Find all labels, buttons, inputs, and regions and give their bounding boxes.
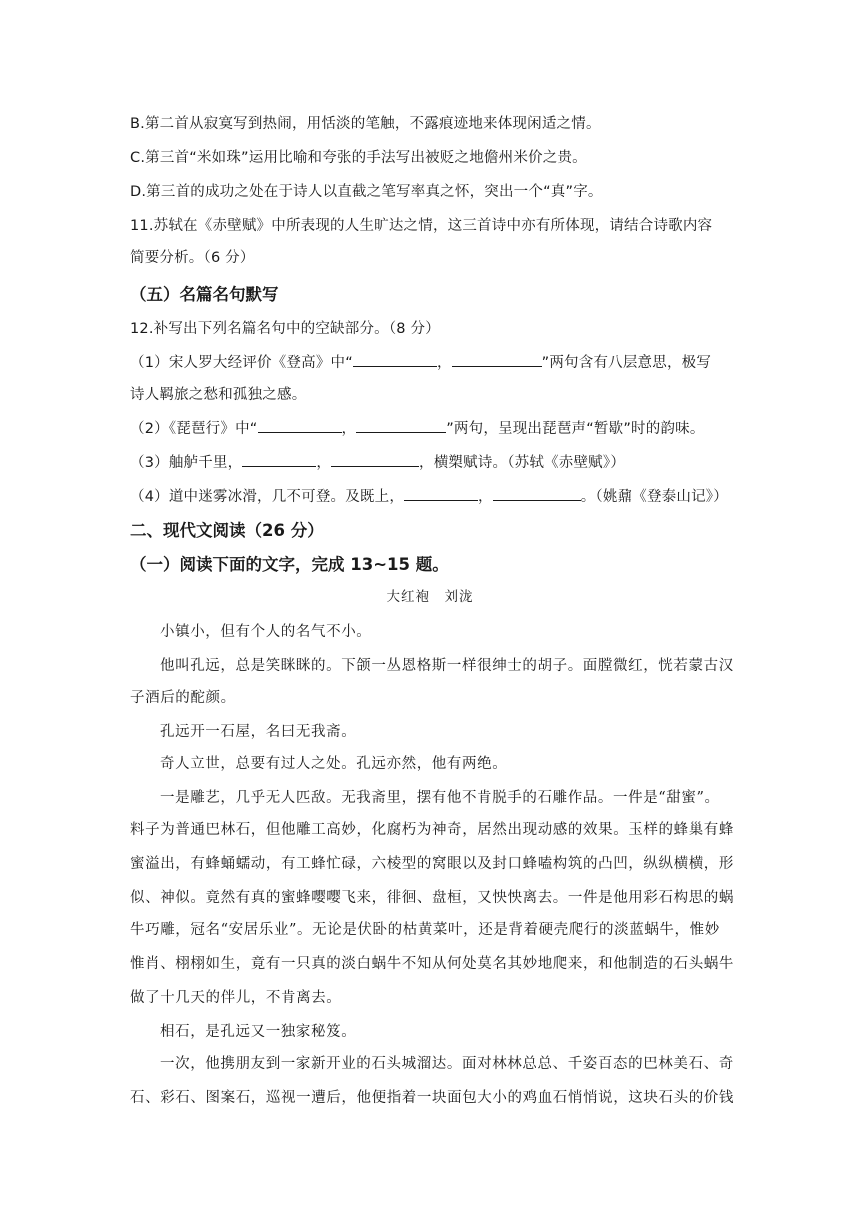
story-line: 石、彩石、图案石，巡视一遭后，他便指着一块面包大小的鸡血石悄悄说，这块石头的价钱: [130, 1090, 734, 1106]
answer-blank[interactable]: [493, 487, 581, 501]
option-d: D.第三首的成功之处在于诗人以直截之笔写率真之怀，突出一个“真”字。: [130, 184, 603, 200]
story-line: 牛巧雕，冠名“安居乐业”。无论是伏卧的枯黄菜叶，还是背着硬壳爬行的淡蓝蜗牛，惟妙: [130, 922, 720, 938]
story-line: 一次，他携朋友到一家新开业的石头城溜达。面对林林总总、千姿百态的巴林美石、奇: [160, 1056, 734, 1072]
section-heading-famous-quotes: （五）名篇名句默写: [130, 285, 279, 304]
item-1-separator: ，: [436, 355, 452, 371]
question-12-item-1: [130, 351, 711, 372]
question-12-item-3: [130, 451, 625, 472]
item-4-prefix: （4）道中迷雾冰滑，几不可登。及既上，: [130, 489, 405, 505]
story-line: 料子为普通巴林石，但他雕工高妙，化腐朽为神奇，居然出现动感的效果。玉样的蜂巢有蜂: [130, 822, 734, 838]
answer-blank[interactable]: [452, 353, 542, 367]
question-12-item-1-line-2: 诗人羁旅之愁和孤独之感。: [130, 387, 307, 403]
item-2-prefix: （2）《琵琶行》中“: [130, 421, 258, 437]
item-3-prefix: （3）舳舻千里，: [130, 455, 243, 471]
answer-blank[interactable]: [331, 453, 419, 467]
item-1-prefix: （1）宋人罗大经评价《登高》中“: [130, 355, 353, 371]
question-11-line-1: 11.苏轼在《赤壁赋》中所表现的人生旷达之情，这三首诗中亦有所体现，请结合诗歌内容: [130, 218, 713, 234]
question-12-item-2: [130, 417, 705, 438]
story-line: 一是雕艺，几乎无人匹敌。无我斋里，摆有他不肯脱手的石雕作品。一件是“甜蜜”。: [160, 790, 720, 806]
story-line: 做了十几天的伴儿，不肯离去。: [130, 990, 342, 1006]
option-c: C.第三首“米如珠”运用比喻和夸张的手法写出被贬之地儋州米价之贵。: [130, 150, 587, 166]
answer-blank[interactable]: [258, 419, 342, 433]
answer-blank[interactable]: [242, 453, 316, 467]
option-b: B.第二首从寂寞写到热闹，用恬淡的笔触，不露痕迹地来体现闲适之情。: [130, 116, 601, 132]
story-line: 蜜溢出，有蜂蛹蠕动，有工蜂忙碌，六棱型的窝眼以及封口蜂嗑构筑的凸凹，纵纵横横，形: [130, 856, 734, 872]
story-line: 小镇小，但有个人的名气不小。: [160, 624, 372, 640]
story-line: 子酒后的酡颜。: [130, 690, 236, 706]
answer-blank[interactable]: [353, 353, 437, 367]
item-1-suffix: ”两句含有八层意思，极写: [541, 355, 712, 371]
question-12-item-4: [130, 485, 728, 506]
part-2-heading: 二、现代文阅读（26 分）: [130, 521, 324, 540]
question-11-line-2: 简要分析。（6 分）: [130, 250, 255, 266]
question-12-intro: 12.补写出下列名篇名句中的空缺部分。（8 分）: [130, 321, 440, 337]
story-line: 奇人立世，总要有过人之处。孔远亦然，他有两绝。: [160, 756, 508, 772]
item-3-separator: ，: [316, 455, 332, 471]
item-4-suffix: 。（姚鼐《登泰山记》）: [580, 489, 728, 505]
story-line: 他叫孔远，总是笑眯眯的。下颌一丛恩格斯一样很绅士的胡子。面膛微红，恍若蒙古汉: [160, 658, 734, 674]
story-line: 相石，是孔远又一独家秘笈。: [160, 1024, 357, 1040]
item-3-suffix: ，横槊赋诗。（苏轼《赤壁赋》）: [419, 455, 626, 471]
story-title: 大红袍 刘泷: [386, 589, 474, 605]
story-line: 似、神似。竟然有真的蜜蜂嘤嘤飞来，徘徊、盘桓，又怏怏离去。一件是他用彩石构思的蜗: [130, 890, 734, 906]
answer-blank[interactable]: [356, 419, 446, 433]
reading-instruction-heading: （一）阅读下面的文字，完成 13~15 题。: [130, 555, 449, 574]
answer-blank[interactable]: [404, 487, 478, 501]
item-2-suffix: ”两句，呈现出琵琶声“暂歇”时的韵味。: [446, 421, 705, 437]
item-4-separator: ，: [478, 489, 493, 505]
story-line: 惟肖、栩栩如生，竟有一只真的淡白蜗牛不知从何处莫名其妙地爬来，和他制造的石头蜗牛: [130, 956, 734, 972]
story-line: 孔远开一石屋，名曰无我斋。: [160, 724, 357, 740]
item-2-separator: ，: [341, 421, 357, 437]
